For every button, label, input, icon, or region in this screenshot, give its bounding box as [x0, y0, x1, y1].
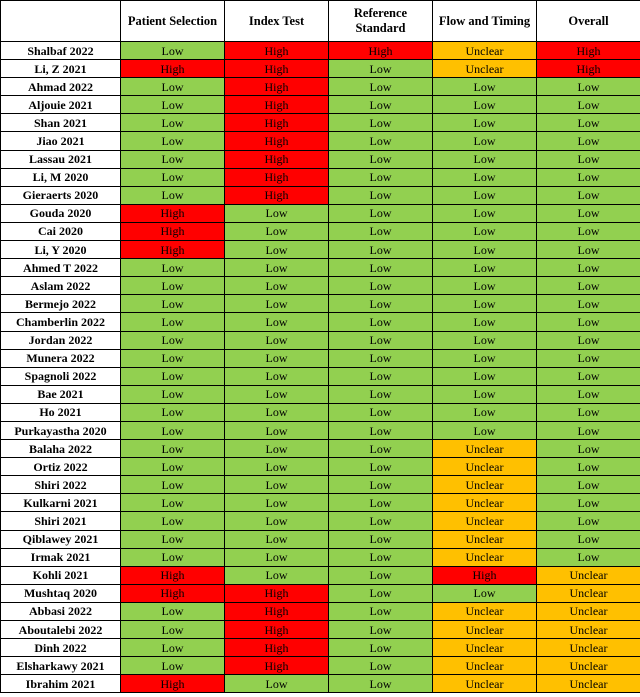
index-test-rating-cell: Low: [225, 476, 329, 494]
table-row: [1, 42, 640, 60]
study-name-cell: Li, Y 2020: [1, 241, 121, 259]
flow-and-timing-rating-cell: Low: [433, 584, 537, 602]
study-name-cell: Cai 2020: [1, 222, 121, 240]
index-test-rating-cell: Low: [225, 566, 329, 584]
table-row: [1, 602, 640, 620]
patient-selection-rating-cell: Low: [121, 331, 225, 349]
flow-and-timing-rating-cell: Low: [433, 186, 537, 204]
header-index-test: Index Test: [225, 1, 329, 42]
index-test-rating-cell: Low: [225, 331, 329, 349]
table-row: [1, 566, 640, 584]
index-test-rating-cell: Low: [225, 548, 329, 566]
flow-and-timing-rating-cell: Unclear: [433, 494, 537, 512]
overall-rating-cell: Unclear: [537, 675, 640, 693]
patient-selection-rating-cell: Low: [121, 367, 225, 385]
table-row: [1, 512, 640, 530]
reference-standard-rating-cell: Low: [329, 331, 433, 349]
reference-standard-rating-cell: Low: [329, 204, 433, 222]
study-name-cell: Aljouie 2021: [1, 96, 121, 114]
index-test-rating-cell: High: [225, 60, 329, 78]
index-test-rating-cell: High: [225, 132, 329, 150]
patient-selection-rating-cell: Low: [121, 440, 225, 458]
patient-selection-rating-cell: High: [121, 675, 225, 693]
table-row: [1, 403, 640, 421]
table-row: [1, 259, 640, 277]
index-test-rating-cell: High: [225, 114, 329, 132]
overall-rating-cell: Low: [537, 458, 640, 476]
index-test-rating-cell: High: [225, 602, 329, 620]
index-test-rating-cell: Low: [225, 512, 329, 530]
reference-standard-rating-cell: Low: [329, 512, 433, 530]
overall-rating-cell: Low: [537, 241, 640, 259]
reference-standard-rating-cell: Low: [329, 313, 433, 331]
index-test-rating-cell: Low: [225, 440, 329, 458]
index-test-rating-cell: Low: [225, 295, 329, 313]
reference-standard-rating-cell: Low: [329, 566, 433, 584]
flow-and-timing-rating-cell: Unclear: [433, 512, 537, 530]
flow-and-timing-rating-cell: Unclear: [433, 602, 537, 620]
flow-and-timing-rating-cell: Low: [433, 168, 537, 186]
index-test-rating-cell: High: [225, 150, 329, 168]
overall-rating-cell: Low: [537, 548, 640, 566]
reference-standard-rating-cell: High: [329, 42, 433, 60]
flow-and-timing-rating-cell: Low: [433, 277, 537, 295]
index-test-rating-cell: Low: [225, 241, 329, 259]
flow-and-timing-rating-cell: Low: [433, 349, 537, 367]
overall-rating-cell: Low: [537, 114, 640, 132]
index-test-rating-cell: Low: [225, 675, 329, 693]
overall-rating-cell: Low: [537, 331, 640, 349]
overall-rating-cell: High: [537, 42, 640, 60]
overall-rating-cell: Low: [537, 150, 640, 168]
flow-and-timing-rating-cell: Unclear: [433, 621, 537, 639]
study-name-cell: Balaha 2022: [1, 440, 121, 458]
table-row: [1, 114, 640, 132]
index-test-rating-cell: High: [225, 168, 329, 186]
patient-selection-rating-cell: Low: [121, 639, 225, 657]
flow-and-timing-rating-cell: Low: [433, 367, 537, 385]
patient-selection-rating-cell: High: [121, 60, 225, 78]
index-test-rating-cell: Low: [225, 349, 329, 367]
study-name-cell: Chamberlin 2022: [1, 313, 121, 331]
flow-and-timing-rating-cell: Low: [433, 421, 537, 439]
study-name-cell: Qiblawey 2021: [1, 530, 121, 548]
table-row: [1, 313, 640, 331]
header-study: [1, 1, 121, 42]
overall-rating-cell: Unclear: [537, 602, 640, 620]
study-name-cell: Aboutalebi 2022: [1, 621, 121, 639]
study-name-cell: Jordan 2022: [1, 331, 121, 349]
flow-and-timing-rating-cell: Unclear: [433, 530, 537, 548]
study-name-cell: Elsharkawy 2021: [1, 657, 121, 675]
patient-selection-rating-cell: Low: [121, 385, 225, 403]
flow-and-timing-rating-cell: Low: [433, 222, 537, 240]
reference-standard-rating-cell: Low: [329, 367, 433, 385]
reference-standard-rating-cell: Low: [329, 186, 433, 204]
study-name-cell: Li, M 2020: [1, 168, 121, 186]
table-row: [1, 421, 640, 439]
table-row: [1, 639, 640, 657]
index-test-rating-cell: Low: [225, 494, 329, 512]
table-row: [1, 530, 640, 548]
study-name-cell: Shan 2021: [1, 114, 121, 132]
patient-selection-rating-cell: Low: [121, 114, 225, 132]
patient-selection-rating-cell: Low: [121, 259, 225, 277]
reference-standard-rating-cell: Low: [329, 96, 433, 114]
patient-selection-rating-cell: Low: [121, 530, 225, 548]
index-test-rating-cell: High: [225, 639, 329, 657]
table-body: [1, 42, 640, 693]
patient-selection-rating-cell: Low: [121, 403, 225, 421]
flow-and-timing-rating-cell: Low: [433, 78, 537, 96]
reference-standard-rating-cell: Low: [329, 675, 433, 693]
reference-standard-rating-cell: Low: [329, 621, 433, 639]
flow-and-timing-rating-cell: Unclear: [433, 476, 537, 494]
index-test-rating-cell: Low: [225, 313, 329, 331]
patient-selection-rating-cell: Low: [121, 602, 225, 620]
overall-rating-cell: Low: [537, 440, 640, 458]
study-name-cell: Shalbaf 2022: [1, 42, 121, 60]
header-patient-selection: Patient Selection: [121, 1, 225, 42]
study-name-cell: Li, Z 2021: [1, 60, 121, 78]
flow-and-timing-rating-cell: Unclear: [433, 639, 537, 657]
patient-selection-rating-cell: Low: [121, 168, 225, 186]
overall-rating-cell: Unclear: [537, 621, 640, 639]
flow-and-timing-rating-cell: Unclear: [433, 458, 537, 476]
study-name-cell: Ortiz 2022: [1, 458, 121, 476]
patient-selection-rating-cell: Low: [121, 295, 225, 313]
table-row: [1, 494, 640, 512]
table-row: [1, 331, 640, 349]
overall-rating-cell: Low: [537, 186, 640, 204]
reference-standard-rating-cell: Low: [329, 78, 433, 96]
table-row: [1, 222, 640, 240]
overall-rating-cell: Low: [537, 403, 640, 421]
patient-selection-rating-cell: Low: [121, 421, 225, 439]
overall-rating-cell: Low: [537, 349, 640, 367]
flow-and-timing-rating-cell: Low: [433, 96, 537, 114]
flow-and-timing-rating-cell: Low: [433, 204, 537, 222]
patient-selection-rating-cell: Low: [121, 458, 225, 476]
patient-selection-rating-cell: High: [121, 241, 225, 259]
patient-selection-rating-cell: Low: [121, 78, 225, 96]
header-flow-and-timing: Flow and Timing: [433, 1, 537, 42]
overall-rating-cell: Unclear: [537, 639, 640, 657]
patient-selection-rating-cell: Low: [121, 548, 225, 566]
table-row: [1, 440, 640, 458]
table-row: [1, 241, 640, 259]
patient-selection-rating-cell: Low: [121, 132, 225, 150]
overall-rating-cell: Low: [537, 168, 640, 186]
reference-standard-rating-cell: Low: [329, 349, 433, 367]
study-name-cell: Abbasi 2022: [1, 602, 121, 620]
study-name-cell: Bae 2021: [1, 385, 121, 403]
flow-and-timing-rating-cell: Low: [433, 114, 537, 132]
overall-rating-cell: Unclear: [537, 657, 640, 675]
reference-standard-rating-cell: Low: [329, 548, 433, 566]
reference-standard-rating-cell: Low: [329, 639, 433, 657]
table-row: [1, 548, 640, 566]
flow-and-timing-rating-cell: Unclear: [433, 60, 537, 78]
flow-and-timing-rating-cell: Low: [433, 403, 537, 421]
reference-standard-rating-cell: Low: [329, 421, 433, 439]
table-row: [1, 476, 640, 494]
header-overall: Overall: [537, 1, 640, 42]
table-row: [1, 349, 640, 367]
study-name-cell: Mushtaq 2020: [1, 584, 121, 602]
overall-rating-cell: Low: [537, 313, 640, 331]
reference-standard-rating-cell: Low: [329, 476, 433, 494]
overall-rating-cell: Unclear: [537, 584, 640, 602]
reference-standard-rating-cell: Low: [329, 114, 433, 132]
flow-and-timing-rating-cell: Low: [433, 385, 537, 403]
patient-selection-rating-cell: Low: [121, 150, 225, 168]
reference-standard-rating-cell: Low: [329, 494, 433, 512]
patient-selection-rating-cell: Low: [121, 349, 225, 367]
patient-selection-rating-cell: Low: [121, 42, 225, 60]
study-name-cell: Bermejo 2022: [1, 295, 121, 313]
study-name-cell: Munera 2022: [1, 349, 121, 367]
flow-and-timing-rating-cell: Unclear: [433, 42, 537, 60]
table-row: [1, 657, 640, 675]
overall-rating-cell: Low: [537, 78, 640, 96]
patient-selection-rating-cell: Low: [121, 186, 225, 204]
flow-and-timing-rating-cell: Low: [433, 331, 537, 349]
flow-and-timing-rating-cell: Unclear: [433, 657, 537, 675]
study-name-cell: Ibrahim 2021: [1, 675, 121, 693]
patient-selection-rating-cell: High: [121, 584, 225, 602]
flow-and-timing-rating-cell: Unclear: [433, 675, 537, 693]
overall-rating-cell: Low: [537, 494, 640, 512]
study-name-cell: Shiri 2021: [1, 512, 121, 530]
overall-rating-cell: Low: [537, 530, 640, 548]
reference-standard-rating-cell: Low: [329, 295, 433, 313]
table-row: [1, 186, 640, 204]
patient-selection-rating-cell: Low: [121, 494, 225, 512]
overall-rating-cell: Low: [537, 295, 640, 313]
table-row: [1, 367, 640, 385]
study-name-cell: Ho 2021: [1, 403, 121, 421]
reference-standard-rating-cell: Low: [329, 259, 433, 277]
overall-rating-cell: Low: [537, 476, 640, 494]
table-row: [1, 150, 640, 168]
flow-and-timing-rating-cell: Low: [433, 132, 537, 150]
study-name-cell: Aslam 2022: [1, 277, 121, 295]
flow-and-timing-rating-cell: Low: [433, 150, 537, 168]
study-name-cell: Lassau 2021: [1, 150, 121, 168]
reference-standard-rating-cell: Low: [329, 241, 433, 259]
study-name-cell: Gouda 2020: [1, 204, 121, 222]
table-row: [1, 584, 640, 602]
patient-selection-rating-cell: Low: [121, 96, 225, 114]
overall-rating-cell: Low: [537, 367, 640, 385]
study-name-cell: Kohli 2021: [1, 566, 121, 584]
table-row: [1, 458, 640, 476]
reference-standard-rating-cell: Low: [329, 584, 433, 602]
reference-standard-rating-cell: Low: [329, 440, 433, 458]
study-name-cell: Ahmad 2022: [1, 78, 121, 96]
study-name-cell: Irmak 2021: [1, 548, 121, 566]
study-name-cell: Gieraerts 2020: [1, 186, 121, 204]
patient-selection-rating-cell: Low: [121, 512, 225, 530]
reference-standard-rating-cell: Low: [329, 530, 433, 548]
flow-and-timing-rating-cell: Low: [433, 295, 537, 313]
study-name-cell: Dinh 2022: [1, 639, 121, 657]
overall-rating-cell: Low: [537, 421, 640, 439]
header-row: [1, 1, 640, 42]
index-test-rating-cell: High: [225, 78, 329, 96]
patient-selection-rating-cell: High: [121, 566, 225, 584]
patient-selection-rating-cell: Low: [121, 277, 225, 295]
table-row: [1, 204, 640, 222]
flow-and-timing-rating-cell: High: [433, 566, 537, 584]
reference-standard-rating-cell: Low: [329, 132, 433, 150]
index-test-rating-cell: Low: [225, 204, 329, 222]
study-name-cell: Spagnoli 2022: [1, 367, 121, 385]
index-test-rating-cell: Low: [225, 421, 329, 439]
table-row: [1, 621, 640, 639]
reference-standard-rating-cell: Low: [329, 277, 433, 295]
reference-standard-rating-cell: Low: [329, 403, 433, 421]
index-test-rating-cell: Low: [225, 530, 329, 548]
reference-standard-rating-cell: Low: [329, 60, 433, 78]
overall-rating-cell: Low: [537, 204, 640, 222]
study-name-cell: Ahmed T 2022: [1, 259, 121, 277]
overall-rating-cell: Low: [537, 96, 640, 114]
flow-and-timing-rating-cell: Unclear: [433, 548, 537, 566]
flow-and-timing-rating-cell: Low: [433, 241, 537, 259]
table-row: [1, 132, 640, 150]
table-row: [1, 78, 640, 96]
study-name-cell: Shiri 2022: [1, 476, 121, 494]
overall-rating-cell: Low: [537, 512, 640, 530]
index-test-rating-cell: High: [225, 96, 329, 114]
table-row: [1, 168, 640, 186]
index-test-rating-cell: Low: [225, 403, 329, 421]
header-reference-standard: Reference Standard: [329, 1, 433, 42]
overall-rating-cell: High: [537, 60, 640, 78]
index-test-rating-cell: High: [225, 584, 329, 602]
patient-selection-rating-cell: Low: [121, 313, 225, 331]
patient-selection-rating-cell: Low: [121, 621, 225, 639]
overall-rating-cell: Low: [537, 259, 640, 277]
reference-standard-rating-cell: Low: [329, 602, 433, 620]
study-name-cell: Kulkarni 2021: [1, 494, 121, 512]
reference-standard-rating-cell: Low: [329, 222, 433, 240]
index-test-rating-cell: Low: [225, 222, 329, 240]
flow-and-timing-rating-cell: Low: [433, 313, 537, 331]
index-test-rating-cell: High: [225, 657, 329, 675]
overall-rating-cell: Low: [537, 132, 640, 150]
table-row: [1, 295, 640, 313]
study-name-cell: Purkayastha 2020: [1, 421, 121, 439]
study-name-cell: Jiao 2021: [1, 132, 121, 150]
index-test-rating-cell: Low: [225, 385, 329, 403]
reference-standard-rating-cell: Low: [329, 168, 433, 186]
overall-rating-cell: Low: [537, 385, 640, 403]
overall-rating-cell: Low: [537, 277, 640, 295]
patient-selection-rating-cell: Low: [121, 476, 225, 494]
patient-selection-rating-cell: High: [121, 222, 225, 240]
patient-selection-rating-cell: Low: [121, 657, 225, 675]
reference-standard-rating-cell: Low: [329, 657, 433, 675]
table-row: [1, 96, 640, 114]
table-row: [1, 675, 640, 693]
overall-rating-cell: Unclear: [537, 566, 640, 584]
index-test-rating-cell: Low: [225, 367, 329, 385]
index-test-rating-cell: Low: [225, 259, 329, 277]
overall-rating-cell: Low: [537, 222, 640, 240]
index-test-rating-cell: High: [225, 621, 329, 639]
reference-standard-rating-cell: Low: [329, 150, 433, 168]
patient-selection-rating-cell: High: [121, 204, 225, 222]
flow-and-timing-rating-cell: Low: [433, 259, 537, 277]
index-test-rating-cell: High: [225, 186, 329, 204]
index-test-rating-cell: High: [225, 42, 329, 60]
index-test-rating-cell: Low: [225, 458, 329, 476]
table-row: [1, 60, 640, 78]
reference-standard-rating-cell: Low: [329, 458, 433, 476]
table-row: [1, 385, 640, 403]
table-row: [1, 277, 640, 295]
reference-standard-rating-cell: Low: [329, 385, 433, 403]
flow-and-timing-rating-cell: Unclear: [433, 440, 537, 458]
index-test-rating-cell: Low: [225, 277, 329, 295]
